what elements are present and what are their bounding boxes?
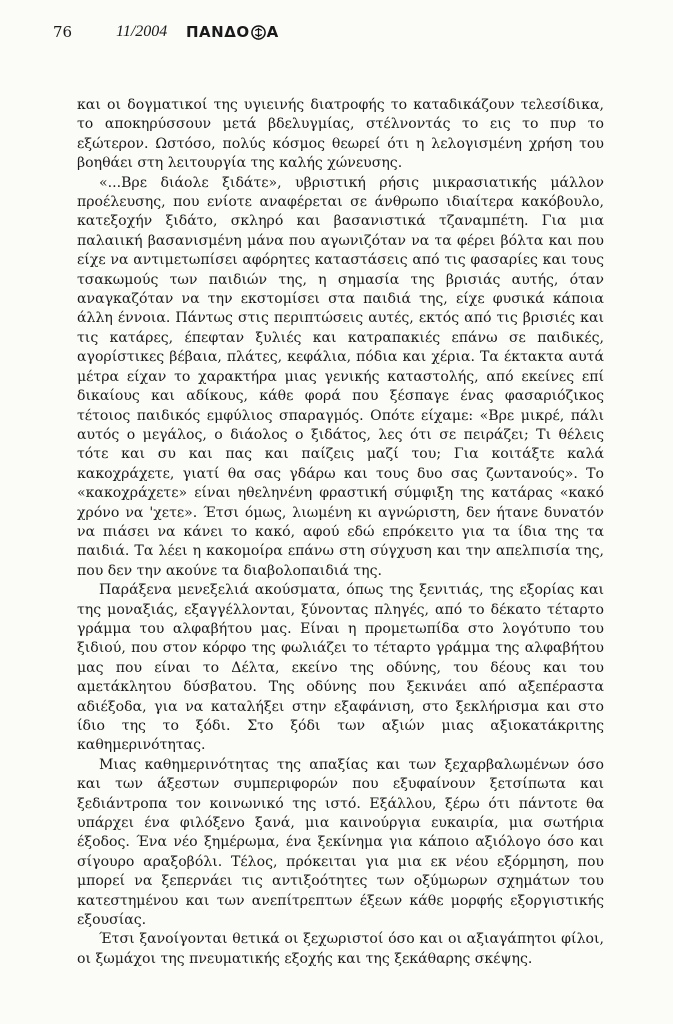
magazine-masthead: [186, 20, 279, 44]
issue-date: 11/2004: [116, 23, 168, 40]
pandora-logo-icon: [251, 25, 266, 40]
article-paragraph-4: Μιας καθημερινότητας της απαξίας και των ξεχαρβαλωμένων όσο και των άξεστων συμπεριφορών που εξυφαίνουν ξετσίπωτα και ξεδιάντροπα τον κοινωνικό της ιστό. Εξάλλου, ξέρω ότι πάντοτε θα υπάρχει ένα φιλόξενο ξανά, μια καινούργια ευκαιρία, μια σωτήρια έξοδος. Ένα νέο ξημέρωμα, ένα ξεκίνημα για κάποιο αξιόλογο όσο και σίγουρο αραξοβόλι. Τέλος, πρόκειται για μια εκ νέου εξόρμηση, που μπορεί να ξεπερνάει τις αντιξοότητες των οξύμωρων σχημάτων του κατεστημένου και των ανεπίτρεπτων έξεων κάθε μορφής εξοργιστικής εξουσίας.: [77, 756, 604, 929]
article-paragraph-2: «...Βρε διάολε ξιδάτε», υβριστική ρήσις μικρασιατικής μάλλον προέλευσης, που ενίοτε αναφέρεται σε άνθρωπο ιδιαίτερα κακόβουλο, κατεξοχήν ξιδάτο, σκληρό και βασανιστικά τζαναμπέτη. Για μια παλαιική βασανισμένη μάνα που αγωνιζόταν να τα φέρει βόλτα και που είχε να αντιμετωπίσει αφόρητες καταστάσεις από τις φασαρίες και τους τσακωμούς των παιδιών της, η σημασία της βρισιάς αυτής, όταν αναγκαζόταν να την εκστομίσει στα παιδιά της, είχε φυσικά κάποια άλλη έννοια. Πάντως στις περιπτώσεις αυτές, εκτός από τις βρισιές και τις κατάρες, έπεφταν ξυλιές και κατραπακιές επάνω σε παιδικές, αγορίστικες βέβαια, πλάτες, κεφάλια, πόδια και χέρια. Τα έκτακτα αυτά μέτρα είχαν το χαρακτήρα μιας γενικής καταστολής, από εκείνες επί δικαίους και αδίκους, κάθε φορά που ξέσπαγε ένας φασαριόζικος τέτοιος παιδικός εμφύλιος σπαραγμός. Οπότε είχαμε: «Βρε μικρέ, πάλι αυτός ο μεγάλος, ο διάολος ο ξιδάτος, λες ότι σε πειράζει; Τι θέλεις τότε και συ και πας και παίζεις μαζί του; Για κοιτάξτε καλά κακοχράχετε, γιατί θα σας γδάρω και τους δυο σας ζωντανούς». Το «κακοχράχετε» είναι ηθεληνένη φραστική σύμφιξη της κατάρας «κακό χρόνο να 'χετε». Έτσι όμως, λιωμένη κι αγνώριστη, δεν ήτανε δυνατόν να πιάσει να κάνει το κακό, αφού εδώ επρόκειτο για τα ίδια της τα παιδιά. Τα λέει η κακομοίρα επάνω στη σύγχυση και την απελπισία της, που δεν την ακούνε τα διαβολοπαιδιά της.: [77, 174, 604, 579]
article-paragraph-5: Έτσι ξανοίγονται θετικά οι ξεχωριστοί όσο και οι αξιαγάπητοι φίλοι, οι ξωμάχοι της πνευματικής εξοχής και της ξεκάθαρης σκέψης.: [77, 931, 604, 967]
article-paragraph-3: Παράξενα μενεξελιά ακούσματα, όπως της ξενιτιάς, της εξορίας και της μοναξιάς, εξαγγέλλονται, ξύνοντας πληγές, από το δέκατο τέταρτο γράμμα του αλφαβήτου μας. Είναι η προμετωπίδα στο λογότυπο του ξιδιού, που στον κόρφο της φωλιάζει το τέταρτο γράμμα της αλφαβήτου μας που είναι το Δέλτα, εκείνο της οδύνης, του δέους και του αμετάκλητου δύσβατου. Της οδύνης που ξεκινάει από αξεπέραστα αδιέξοδα, για να καταλήξει στην εξαφάνιση, στο ξεκλήρισμα και στο ίδιο της το ξόδι. Στο ξόδι των αξιών μιας αξιοκατάκριτης καθημερινότητας.: [77, 582, 604, 754]
masthead-text-right: Α: [266, 23, 279, 41]
article-paragraph-1: και οι δογματικοί της υγιεινής διατροφής το καταδικάζουν τελεσίδικα, το αποκηρύσσουν μετά βδελυγμίας, στέλνοντάς το εις το πυρ το εξώτερον. Ωστόσο, πολύς κόσμος θεωρεί ότι η λελογισμένη χρήση του βοηθάει στη λειτουργία της καλής χώνευσης.: [77, 97, 604, 172]
article-body: [77, 96, 604, 969]
page-header: [53, 20, 613, 44]
page-number: 76: [53, 23, 73, 41]
masthead-text-left: ΠΑΝΔΟ: [186, 23, 250, 41]
